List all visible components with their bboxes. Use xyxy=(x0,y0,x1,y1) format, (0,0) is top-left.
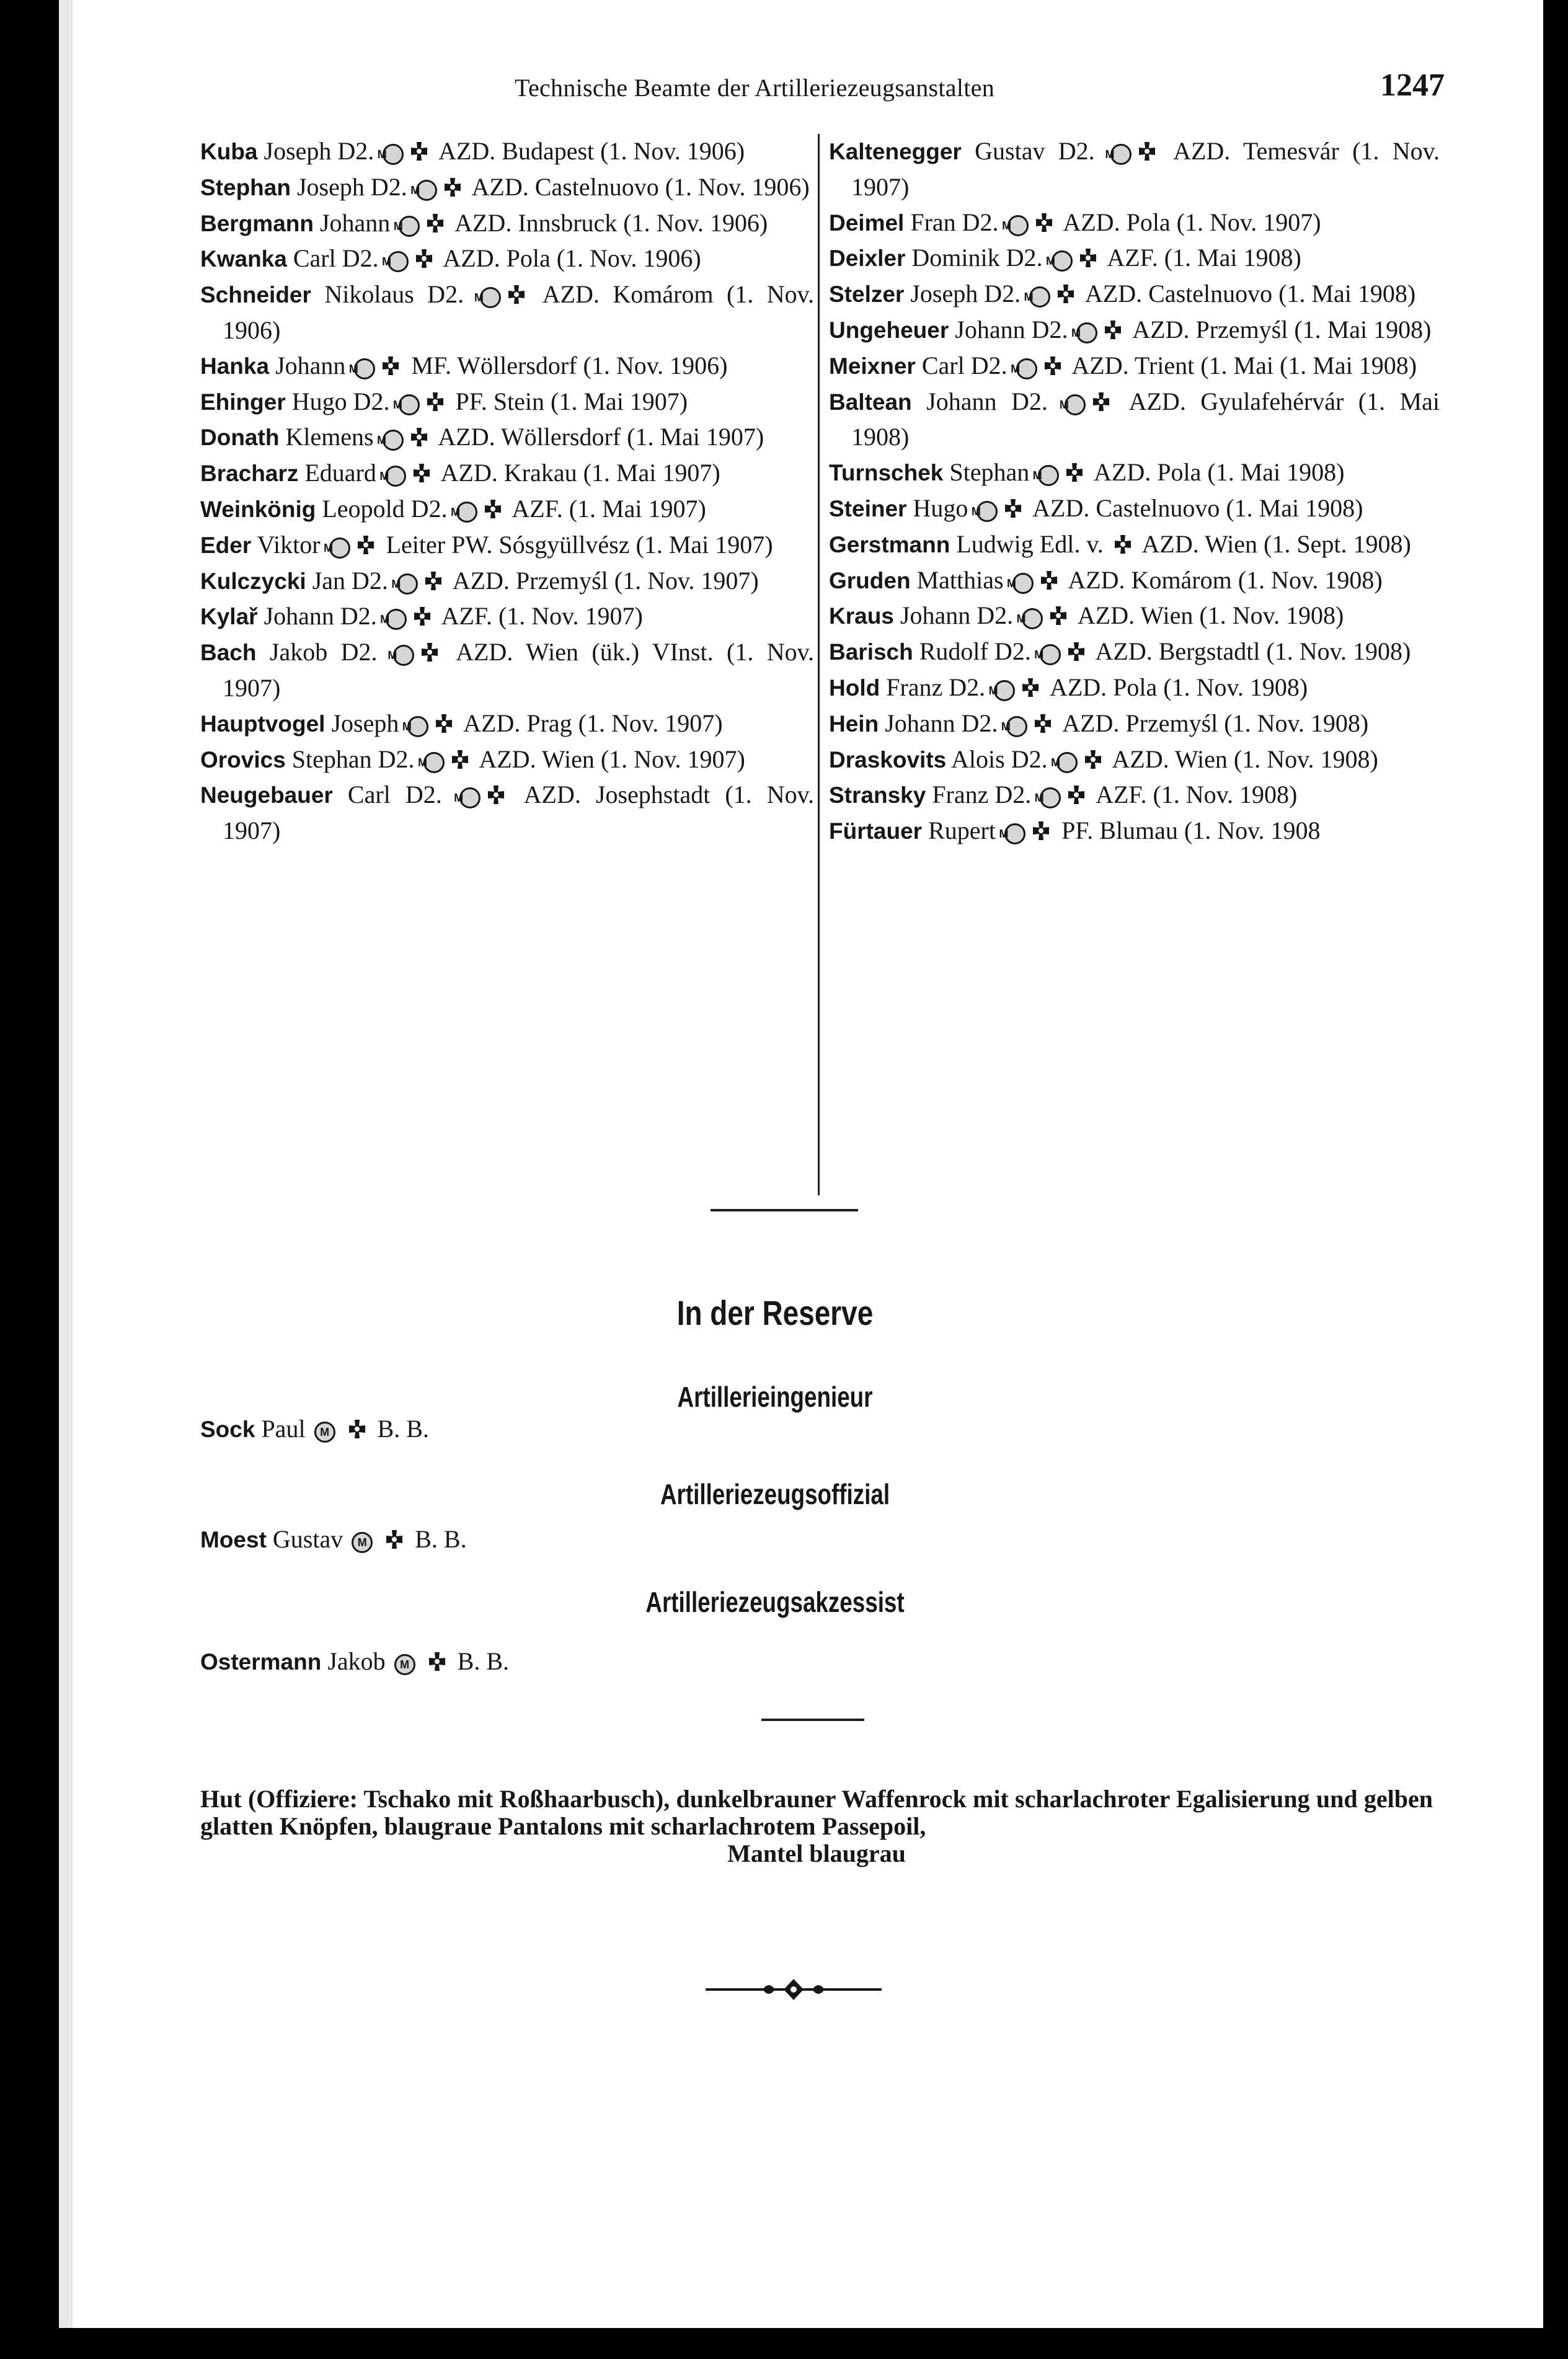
entry-surname: Kraus xyxy=(829,603,894,629)
roster-entry xyxy=(829,205,1440,241)
entry-surname: Stephan xyxy=(200,174,291,200)
entry-surname: Ehinger xyxy=(200,389,286,415)
reserve-entry xyxy=(200,1414,429,1445)
roster-entry xyxy=(200,348,814,384)
medal-icon: M xyxy=(314,1422,335,1443)
entry-posting: AZD. Pola (1. Mai 1908) xyxy=(1094,458,1345,487)
entry-given-name: Franz D2. xyxy=(886,673,986,701)
entry-given-name: Gustav D2. xyxy=(975,137,1095,165)
entry-surname: Ungeheuer xyxy=(829,317,949,343)
entry-posting: AZD. Krakau (1. Mai 1907) xyxy=(440,459,720,487)
cross-pattee-icon xyxy=(1042,355,1063,376)
roster-entry xyxy=(200,706,814,742)
medal-icon: M xyxy=(1012,573,1034,594)
entry-posting: AZD. Wien (1. Nov. 1907) xyxy=(479,745,745,773)
entry-given-name: Joseph D2. xyxy=(264,137,374,165)
entry-posting: AZD. Trient (1. Mai (1. Mai 1908) xyxy=(1071,351,1417,379)
cross-pattee-icon xyxy=(1003,498,1024,519)
medal-icon: M xyxy=(329,538,350,559)
reserve-entry xyxy=(200,1646,509,1678)
entry-given-name: Fran D2. xyxy=(910,208,999,236)
cross-pattee-icon xyxy=(409,427,430,448)
entry-surname: Hauptvogel xyxy=(200,710,326,737)
roster-entry xyxy=(829,742,1440,778)
entry-surname: Stransky xyxy=(829,782,926,808)
cross-pattee-icon xyxy=(1064,462,1085,483)
cross-pattee-icon xyxy=(506,284,527,305)
entry-surname: Meixner xyxy=(829,353,916,379)
roster-entry xyxy=(829,777,1440,813)
medal-icon: M xyxy=(1040,644,1061,665)
entry-given-name: Eduard xyxy=(304,459,376,487)
left-column xyxy=(200,134,814,849)
entry-given-name: Rudolf D2. xyxy=(919,637,1031,666)
cross-pattee-icon xyxy=(409,141,430,162)
entry-surname: Steiner xyxy=(829,495,907,521)
entry-surname: Neugebauer xyxy=(200,782,333,808)
entry-posting: AZD. Przemyśl (1. Nov. 1908) xyxy=(1062,709,1369,737)
entry-surname: Bracharz xyxy=(200,461,299,487)
entry-posting: MF. Wöllersdorf (1. Nov. 1906) xyxy=(411,351,728,379)
right-column xyxy=(829,134,1440,849)
cross-pattee-icon xyxy=(1032,713,1053,734)
uniform-text-end: Mantel blaugrau xyxy=(727,1839,906,1867)
roster-entry xyxy=(829,348,1440,384)
roster-entry xyxy=(200,635,814,706)
medal-icon: M xyxy=(1022,608,1043,629)
entry-posting: AZD. Gyulafehérvár (1. Mai 1908) xyxy=(851,387,1440,451)
entry-surname: Sock xyxy=(200,1417,255,1442)
roster-entry xyxy=(829,598,1440,634)
medal-icon: M xyxy=(354,358,375,379)
roster-entry xyxy=(200,492,814,528)
entry-surname: Bergmann xyxy=(200,210,314,236)
entry-given-name: Matthias xyxy=(916,565,1004,594)
medal-icon: M xyxy=(388,251,409,272)
entry-given-name: Viktor xyxy=(257,530,321,559)
entry-surname: Ostermann xyxy=(200,1649,322,1675)
entry-posting: AZD. Temesvár (1. Nov. 1907) xyxy=(851,137,1440,201)
entry-given-name: Jakob D2. xyxy=(269,638,378,666)
entry-given-name: Paul xyxy=(261,1415,306,1443)
roster-entry xyxy=(200,742,814,778)
roster-entry xyxy=(200,564,814,600)
medal-icon: M xyxy=(416,180,437,201)
roster-entry xyxy=(200,528,814,564)
roster-entry xyxy=(200,420,814,456)
medal-icon: M xyxy=(1076,322,1097,343)
entry-given-name: Johann D2. xyxy=(955,315,1068,343)
reserve-heading: In der Reserve xyxy=(676,1293,874,1332)
entry-given-name: Johann xyxy=(319,208,391,237)
entry-given-name: Carl D2. xyxy=(293,244,379,273)
entry-surname: Fürtauer xyxy=(829,818,923,844)
cross-pattee-icon xyxy=(1034,212,1055,233)
ornament-divider-icon xyxy=(701,1973,887,2006)
entry-posting: AZD. Komárom (1. Nov. 1908) xyxy=(1068,565,1383,594)
entry-given-name: Jan D2. xyxy=(312,566,388,595)
roster-entry xyxy=(829,455,1440,491)
cross-pattee-icon xyxy=(1091,391,1112,412)
entry-surname: Barisch xyxy=(829,639,913,665)
entry-posting: AZD. Wien (1. Sept. 1908) xyxy=(1141,529,1411,558)
rank-heading-akzessist: Artilleriezeugsakzessist xyxy=(645,1586,905,1618)
roster-entry xyxy=(829,491,1440,527)
entry-posting: AZD. Prag (1. Nov. 1907) xyxy=(463,709,723,737)
entry-posting: AZD. Josephstadt (1. Nov. 1907) xyxy=(223,781,815,845)
cross-pattee-icon xyxy=(1030,820,1052,841)
cross-pattee-icon xyxy=(347,1418,368,1440)
roster-entry xyxy=(829,634,1440,670)
roster-entry xyxy=(829,527,1440,563)
cross-pattee-icon xyxy=(419,642,440,663)
medal-icon: M xyxy=(393,645,414,666)
entry-surname: Gruden xyxy=(829,567,911,593)
entry-given-name: Jakob xyxy=(327,1647,386,1675)
page-number: 1247 xyxy=(1380,68,1445,103)
entry-given-name: Dominik D2. xyxy=(911,244,1043,272)
entry-given-name: Carl D2. xyxy=(921,351,1008,379)
medal-icon: M xyxy=(1029,286,1050,308)
section-rule xyxy=(711,1209,858,1211)
medal-icon: M xyxy=(480,287,501,308)
cross-pattee-icon xyxy=(380,355,401,376)
cross-pattee-icon xyxy=(485,784,507,805)
entry-surname: Stelzer xyxy=(829,281,905,308)
cross-pattee-icon xyxy=(411,463,432,484)
entry-given-name: Hugo xyxy=(913,493,968,522)
entry-given-name: Ludwig Edl. v. xyxy=(956,529,1104,558)
cross-pattee-icon xyxy=(1020,677,1041,698)
entry-given-name: Joseph xyxy=(331,709,399,737)
medal-icon: M xyxy=(1065,394,1086,415)
entry-posting: AZD. Innsbruck (1. Nov. 1906) xyxy=(454,208,768,237)
entry-posting: AZD. Bergstadtl (1. Nov. 1908) xyxy=(1095,637,1411,666)
cross-pattee-icon xyxy=(427,1651,448,1672)
cross-pattee-icon xyxy=(425,391,446,412)
rank-heading-ingenieur: Artillerieingenieur xyxy=(677,1381,873,1413)
entry-given-name: Johann D2. xyxy=(900,601,1014,630)
entry-given-name: Stephan xyxy=(949,458,1030,487)
entry-posting: AZD. Wien (ük.) VInst. (1. Nov. 1907) xyxy=(223,638,815,702)
cross-pattee-icon xyxy=(1066,784,1087,805)
cross-pattee-icon xyxy=(433,713,454,734)
cross-pattee-icon xyxy=(1048,605,1069,626)
roster-entry xyxy=(200,277,814,348)
cross-pattee-icon xyxy=(1102,319,1123,340)
entry-posting: AZD. Wien (1. Nov. 1908) xyxy=(1077,601,1344,630)
reserve-entry xyxy=(200,1524,467,1556)
entry-posting: AZD. Budapest (1. Nov. 1906) xyxy=(438,137,745,165)
entry-posting: AZD. Przemyśl (1. Nov. 1907) xyxy=(452,566,759,595)
entry-surname: Turnschek xyxy=(829,460,944,486)
entry-surname: Hold xyxy=(829,675,880,701)
entry-given-name: Johann D2. xyxy=(926,387,1048,415)
medal-icon: M xyxy=(1038,465,1059,486)
medal-icon: M xyxy=(1016,358,1037,379)
cross-pattee-icon xyxy=(482,498,503,520)
entry-given-name: Carl D2. xyxy=(347,781,442,809)
entry-posting: AZD. Przemyśl (1. Mai 1908) xyxy=(1132,315,1432,343)
medal-icon: M xyxy=(459,787,481,808)
roster-entry xyxy=(829,670,1440,706)
roster-entry xyxy=(200,206,814,242)
entry-status: B. B. xyxy=(377,1415,429,1443)
cross-pattee-icon xyxy=(1136,141,1158,162)
entry-given-name: Klemens xyxy=(285,423,374,451)
medal-icon: M xyxy=(399,394,420,415)
medal-icon: M xyxy=(423,752,445,773)
running-header: Technische Beamte der Artilleriezeugsanstalten xyxy=(515,74,995,102)
roster-entry xyxy=(200,777,814,849)
cross-pattee-icon xyxy=(414,248,435,269)
entry-surname: Draskovits xyxy=(829,746,947,772)
entry-given-name: Joseph D2. xyxy=(910,280,1021,308)
roster-entry xyxy=(829,563,1440,599)
medal-icon: M xyxy=(977,501,998,522)
medal-icon: M xyxy=(1004,823,1025,844)
entry-given-name: Gustav xyxy=(272,1525,343,1553)
medal-icon: M xyxy=(1008,215,1029,236)
entry-status: B. B. xyxy=(415,1525,467,1553)
medal-icon: M xyxy=(456,502,477,523)
cross-pattee-icon xyxy=(1078,247,1099,268)
cross-pattee-icon xyxy=(355,534,376,555)
roster-entry xyxy=(200,456,814,492)
entry-posting: AZF. (1. Nov. 1907) xyxy=(441,602,643,631)
entry-given-name: Leopold D2. xyxy=(322,494,448,523)
medal-icon: M xyxy=(399,216,420,237)
roster-entry xyxy=(829,241,1440,277)
roster-entry xyxy=(829,384,1440,456)
medal-icon: M xyxy=(394,1654,415,1675)
entry-posting: AZD. Pola (1. Nov. 1906) xyxy=(443,244,701,273)
medal-icon: M xyxy=(397,573,418,595)
cross-pattee-icon xyxy=(450,749,471,770)
entry-surname: Moest xyxy=(200,1527,267,1552)
entry-given-name: Joseph D2. xyxy=(296,172,407,201)
roster-entry xyxy=(200,170,814,206)
entry-surname: Deixler xyxy=(829,246,906,272)
uniform-description xyxy=(200,1786,1433,1867)
roster-entry xyxy=(200,599,814,635)
entry-surname: Baltean xyxy=(829,389,912,415)
entry-given-name: Johann xyxy=(275,351,346,379)
cross-pattee-icon xyxy=(1112,534,1133,555)
medal-icon: M xyxy=(1052,250,1073,272)
roster-entry xyxy=(829,813,1440,849)
cross-pattee-icon xyxy=(442,177,463,198)
entry-given-name: Hugo D2. xyxy=(291,387,390,415)
medal-icon: M xyxy=(1056,752,1078,773)
cross-pattee-icon xyxy=(423,570,444,591)
entry-surname: Kylař xyxy=(200,604,258,630)
entry-surname: Weinkönig xyxy=(200,496,316,522)
medal-icon: M xyxy=(994,680,1015,701)
uniform-text: Hut (Offiziere: Tschako mit Roßhaarbusch), dunkelbrauner Waffenrock mit scharlachroter Egalisierung und gelben glatten Knöpfen, blaugraue Pantalons mit scharlachrotem Passepoil, xyxy=(200,1785,1433,1840)
entry-surname: Bach xyxy=(200,640,257,666)
entry-surname: Gerstmann xyxy=(829,531,950,557)
entry-surname: Orovics xyxy=(200,746,286,772)
entry-given-name: Johann D2. xyxy=(264,602,377,631)
roster-entry xyxy=(200,241,814,277)
section-rule xyxy=(761,1719,864,1721)
rank-heading-offizial: Artilleriezeugsoffizial xyxy=(660,1478,890,1510)
entry-given-name: Stephan D2. xyxy=(291,745,415,773)
entry-posting: AZD. Castelnuovo (1. Mai 1908) xyxy=(1032,493,1363,522)
roster-entry xyxy=(200,134,814,170)
entry-surname: Kwanka xyxy=(200,246,287,272)
cross-pattee-icon xyxy=(1039,570,1060,591)
roster-entry xyxy=(200,384,814,420)
entry-posting: AZD. Pola (1. Nov. 1908) xyxy=(1049,673,1308,701)
entry-given-name: Nikolaus D2. xyxy=(324,280,464,309)
entry-given-name: Johann D2. xyxy=(885,709,998,737)
medal-icon: M xyxy=(385,466,406,487)
medal-icon: M xyxy=(383,430,404,451)
entry-surname: Hanka xyxy=(200,353,270,379)
entry-surname: Kaltenegger xyxy=(829,139,962,164)
cross-pattee-icon xyxy=(412,606,433,627)
medal-icon: M xyxy=(1006,716,1027,737)
entry-given-name: Rupert xyxy=(928,817,996,845)
medal-icon: M xyxy=(352,1532,373,1553)
cross-pattee-icon xyxy=(1055,283,1076,304)
entry-posting: AZF. (1. Mai 1907) xyxy=(512,494,706,523)
roster-entry xyxy=(829,312,1440,348)
roster-entry xyxy=(829,134,1440,205)
cross-pattee-icon xyxy=(384,1529,405,1550)
entry-posting: Leiter PW. Sósgyüllvész (1. Mai 1907) xyxy=(386,530,773,559)
medal-icon: M xyxy=(386,609,407,630)
medal-icon: M xyxy=(407,716,428,737)
entry-surname: Deimel xyxy=(829,210,905,236)
entry-posting: AZD. Castelnuovo (1. Mai 1908) xyxy=(1084,280,1416,308)
entry-surname: Schneider xyxy=(200,282,311,308)
entry-posting: AZF. (1. Mai 1908) xyxy=(1107,244,1301,272)
cross-pattee-icon xyxy=(1066,641,1087,662)
entry-surname: Kulczycki xyxy=(200,568,306,594)
cross-pattee-icon xyxy=(1083,749,1104,770)
medal-icon: M xyxy=(1110,144,1132,165)
cross-pattee-icon xyxy=(425,213,446,234)
entry-posting: PF. Blumau (1. Nov. 1908 xyxy=(1061,817,1321,845)
entry-surname: Kuba xyxy=(200,139,258,164)
entry-posting: PF. Stein (1. Mai 1907) xyxy=(455,387,688,415)
entry-posting: AZD. Komárom (1. Nov. 1906) xyxy=(223,280,814,344)
entry-surname: Eder xyxy=(200,532,252,558)
medal-icon: M xyxy=(383,144,404,165)
entry-posting: AZD. Castelnuovo (1. Nov. 1906) xyxy=(471,172,810,201)
medal-icon: M xyxy=(1040,787,1061,808)
entry-posting: AZD. Pola (1. Nov. 1907) xyxy=(1063,208,1321,236)
entry-surname: Donath xyxy=(200,425,280,451)
entry-surname: Hein xyxy=(829,710,879,737)
entry-status: B. B. xyxy=(457,1647,510,1675)
roster-entry xyxy=(829,706,1440,742)
entry-posting: AZD. Wien (1. Nov. 1908) xyxy=(1112,745,1378,773)
entry-given-name: Franz D2. xyxy=(932,781,1032,809)
entry-given-name: Alois D2. xyxy=(951,745,1048,773)
column-divider xyxy=(818,134,820,1195)
entry-posting: AZD. Wöllersdorf (1. Mai 1907) xyxy=(438,423,764,451)
roster-entry xyxy=(829,277,1440,312)
entry-posting: AZF. (1. Nov. 1908) xyxy=(1096,781,1298,809)
